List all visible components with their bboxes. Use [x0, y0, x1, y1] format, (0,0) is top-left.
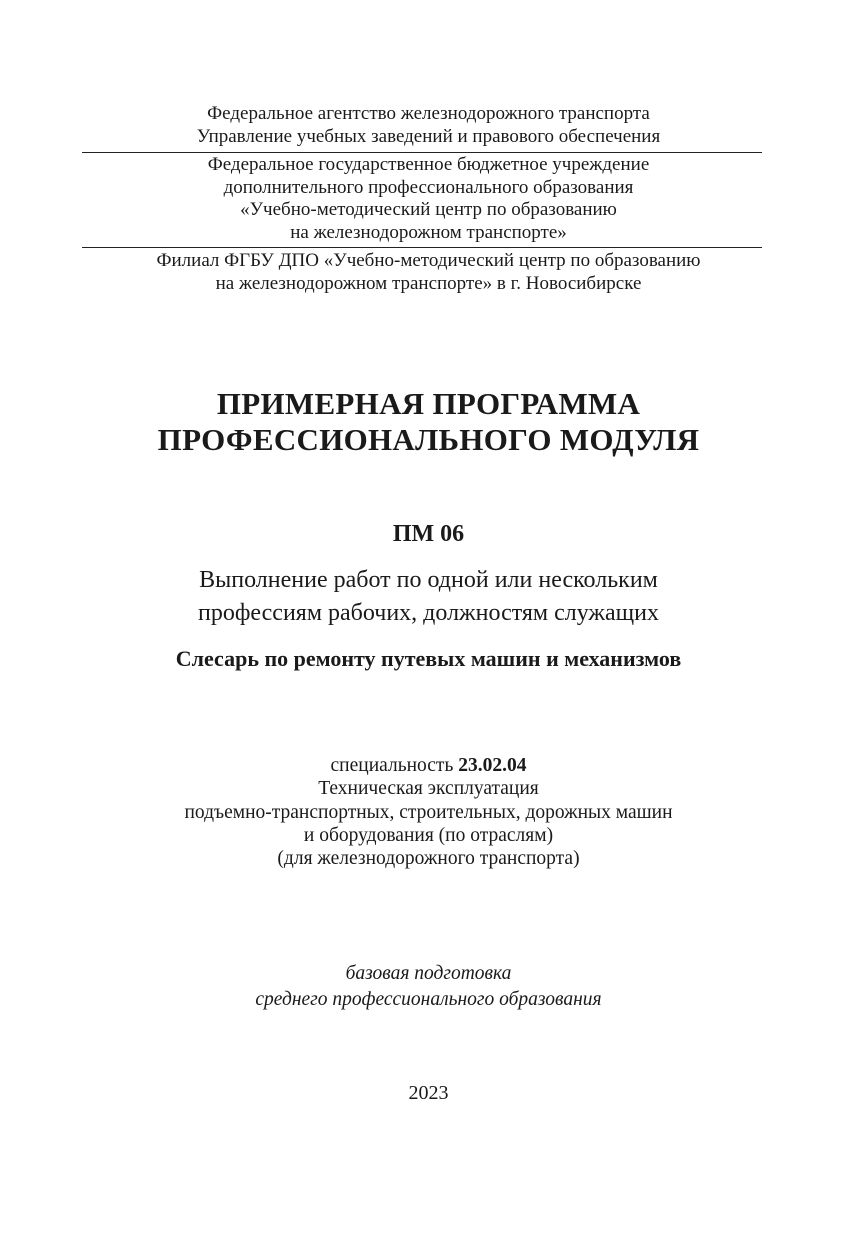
header-divider: [82, 247, 762, 248]
level-line: базовая подготовка: [345, 963, 512, 984]
module-code: ПМ 06: [392, 521, 465, 547]
specialty-line: Техническая эксплуатация: [318, 778, 539, 800]
module-name-line: профессиям рабочих, должностям служащих: [198, 600, 659, 626]
document-title: [0, 386, 857, 458]
profession-title: Слесарь по ремонту путевых машин и механизмов: [175, 646, 682, 671]
institution-line: на железнодорожном транспорте»: [290, 221, 567, 243]
header-divider: [82, 152, 762, 153]
specialty-code: 23.02.04: [458, 755, 527, 776]
specialty-line: подъемно-транспортных, строительных, дорожных машин: [184, 801, 673, 823]
year-block: [0, 1081, 857, 1105]
branch-header: [0, 250, 857, 295]
branch-line: на железнодорожном транспорте» в г. Новосибирске: [215, 272, 642, 294]
institution-line: Федеральное государственное бюджетное учреждение: [207, 154, 650, 175]
module-block: [0, 520, 857, 548]
module-name-line: Выполнение работ по одной или нескольким: [199, 567, 658, 593]
branch-line: Филиал ФГБУ ДПО «Учебно-методический центр по образованию: [156, 250, 701, 271]
institution-line: дополнительного профессионального образования: [223, 176, 634, 198]
agency-line: Федеральное агентство железнодорожного транспорта: [207, 103, 650, 124]
publication-year: 2023: [408, 1082, 449, 1104]
specialty-code-line: [0, 754, 857, 777]
title-line: ПРОФЕССИОНАЛЬНОГО МОДУЛЯ: [157, 422, 700, 457]
education-level: [0, 961, 857, 1013]
specialty-block: [0, 754, 857, 870]
specialty-line: и оборудования (по отраслям): [303, 824, 554, 846]
title-line: ПРИМЕРНАЯ ПРОГРАММА: [216, 386, 641, 421]
specialty-prefix: специальность: [330, 755, 459, 776]
profession-block: [0, 645, 857, 673]
agency-line: Управление учебных заведений и правового обеспечения: [196, 125, 661, 147]
level-line: среднего профессионального образования: [255, 989, 602, 1010]
institution-header: [0, 154, 857, 244]
agency-header: [0, 103, 857, 148]
institution-line: «Учебно-методический центр по образованию: [240, 199, 617, 220]
module-name: [0, 564, 857, 630]
specialty-line: (для железнодорожного транспорта): [277, 848, 580, 870]
